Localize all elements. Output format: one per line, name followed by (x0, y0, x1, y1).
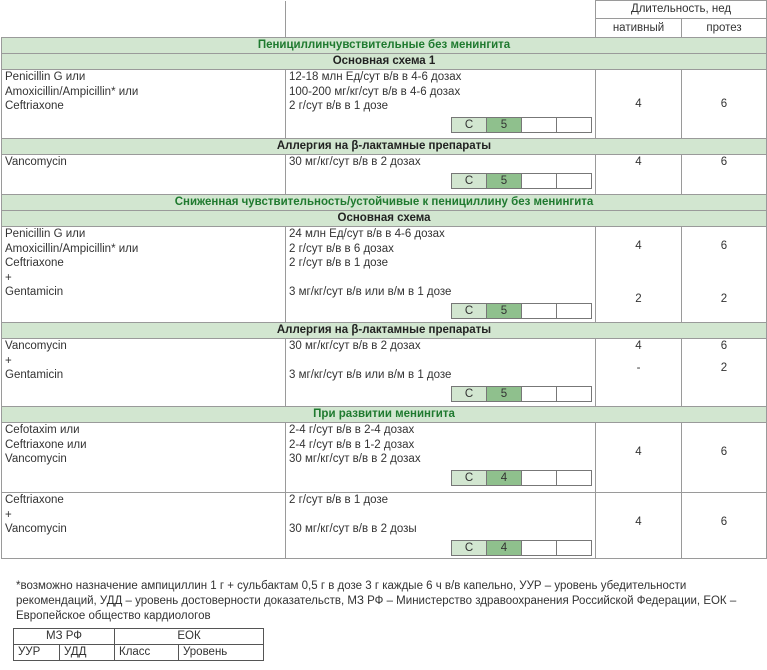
evidence-grade (451, 470, 592, 487)
grade-class: C (452, 303, 487, 319)
drug-name: Gentamicin (5, 369, 64, 381)
drug-name: Penicillin G или (5, 71, 86, 83)
empty-header-cell (2, 1, 286, 38)
prosthesis-weeks: 6 (720, 240, 728, 252)
grade-empty (522, 117, 557, 133)
drug-name: Gentamicin (5, 286, 64, 298)
grade-empty (557, 303, 592, 319)
evidence-grade (451, 540, 592, 557)
native-weeks: 4 (596, 493, 682, 559)
dose-text: 2-4 г/сут в/в в 1-2 дозах (289, 438, 415, 451)
prosthesis-header: протез (682, 19, 767, 38)
native-weeks-cell (596, 339, 682, 407)
dose-text: 100-200 мг/кг/сут в/в в 4-6 дозах (289, 85, 461, 98)
dose-text: 2 г/сут в/в в 1 дозе (289, 257, 388, 269)
native-weeks: 4 (596, 155, 682, 195)
legend-udd: УДД (60, 645, 115, 661)
drug-cell (2, 493, 286, 559)
grade-empty (522, 386, 557, 402)
native-weeks: 2 (635, 292, 642, 305)
grade-class: C (452, 540, 487, 556)
grade-empty (557, 386, 592, 402)
native-weeks: 4 (596, 423, 682, 493)
legend-uroven: Уровень (179, 645, 264, 661)
legend-table (13, 628, 264, 661)
dose-cell (286, 423, 596, 493)
native-weeks: - (636, 361, 641, 374)
drug-cell (2, 70, 286, 139)
dose-text: 30 мг/кг/сут в/в в 2 дозах (289, 156, 421, 168)
dose-text: 30 мг/кг/сут в/в в 2 дозах (289, 340, 421, 352)
evidence-grade (451, 173, 592, 190)
grade-empty (557, 540, 592, 556)
drug-name: Vancomycin (5, 453, 67, 465)
legend-uur: УУР (14, 645, 60, 661)
drug-name: Cefotaxim или (5, 424, 80, 436)
prosthesis-weeks-cell (682, 227, 767, 323)
dose-cell (286, 493, 596, 559)
dose-text: 30 мг/кг/сут в/в в 2 дозах (289, 453, 421, 465)
dose-text: 2 г/сут в/в в 1 дозе (289, 100, 388, 112)
drug-name: Vancomycin (5, 523, 67, 535)
grade-level: 5 (487, 173, 522, 189)
grade-empty (557, 470, 592, 486)
prosthesis-weeks: 6 (682, 70, 767, 139)
dose-text: 3 мг/кг/сут в/в или в/м в 1 дозе (289, 369, 452, 381)
drug-name: Amoxicillin/Ampicillin* или (5, 85, 139, 98)
grade-class: C (452, 470, 487, 486)
prosthesis-weeks: 6 (682, 493, 767, 559)
grade-empty (557, 117, 592, 133)
drug-cell (2, 339, 286, 407)
grade-level: 4 (487, 540, 522, 556)
native-weeks: 4 (596, 70, 682, 139)
grade-class: C (452, 173, 487, 189)
prosthesis-weeks: 2 (720, 361, 728, 374)
grade-empty (522, 470, 557, 486)
dose-text: 24 млн Ед/сут в/в в 4-6 дозах (289, 228, 445, 240)
dose-cell (286, 227, 596, 323)
drug-name: Ceftriaxone (5, 257, 64, 269)
dose-cell (286, 339, 596, 407)
legend-eok: ЕОК (115, 629, 264, 645)
drug-name: Ceftriaxone или (5, 438, 87, 451)
prosthesis-weeks-cell (682, 339, 767, 407)
native-weeks: 4 (635, 340, 642, 352)
prosthesis-weeks: 2 (720, 292, 728, 305)
plus-sign: + (5, 354, 12, 367)
grade-level: 5 (487, 117, 522, 133)
allergy-title: Аллергия на β-лактамные препараты (2, 139, 767, 155)
legend-klass: Класс (115, 645, 179, 661)
empty-header-cell (286, 1, 596, 38)
plus-sign: + (5, 508, 12, 521)
dose-text: 2 г/сут в/в в 1 дозе (289, 494, 388, 506)
dose-text (289, 271, 592, 286)
grade-level: 5 (487, 386, 522, 402)
scheme-title: Основная схема (2, 211, 767, 227)
grade-level: 4 (487, 470, 522, 486)
grade-class: C (452, 386, 487, 402)
grade-empty (522, 540, 557, 556)
native-header: нативный (596, 19, 682, 38)
drug-name: Amoxicillin/Ampicillin* или (5, 242, 139, 255)
evidence-grade (451, 117, 592, 134)
dose-text (289, 508, 592, 523)
allergy-title: Аллергия на β-лактамные препараты (2, 323, 767, 339)
scheme-title: Основная схема 1 (2, 54, 767, 70)
drug-cell (2, 227, 286, 323)
drug-cell (2, 155, 286, 195)
drug-name: Vancomycin (5, 340, 67, 352)
section-title: Пенициллинчувствительные без менингита (2, 38, 767, 54)
evidence-grade (451, 303, 592, 320)
dose-text: 12-18 млн Ед/сут в/в в 4-6 дозах (289, 71, 462, 83)
dose-text (289, 354, 592, 369)
dose-cell (286, 155, 596, 195)
grade-empty (557, 173, 592, 189)
antibiotic-regimen-table (1, 0, 767, 559)
drug-name: Ceftriaxone (5, 494, 64, 506)
grade-empty (522, 173, 557, 189)
duration-header: Длительность, нед (596, 1, 767, 19)
dose-text: 3 мг/кг/сут в/в или в/м в 1 дозе (289, 286, 452, 298)
dose-cell (286, 70, 596, 139)
footnote: *возможно назначение ампициллин 1 г + сульбактам 0,5 г в дозе 3 г каждые 6 ч в/в капельно, УУР – уровень убедительности рекомендаций, УДД – уровень достоверности доказательств, МЗ РФ – Министерство здравоохранения Российской Федерации, ЕОК – Европейское общество кардиологов (16, 580, 737, 622)
drug-name: Vancomycin (5, 156, 67, 168)
dose-text: 30 мг/кг/сут в/в в 2 дозы (289, 523, 417, 535)
grade-level: 5 (487, 303, 522, 319)
native-weeks-cell (596, 227, 682, 323)
drug-name: Ceftriaxone (5, 100, 64, 112)
native-weeks: 4 (635, 240, 642, 252)
plus-sign: + (5, 271, 12, 284)
section-title: При развитии менингита (2, 407, 767, 423)
prosthesis-weeks: 6 (682, 155, 767, 195)
prosthesis-weeks: 6 (682, 423, 767, 493)
drug-cell (2, 423, 286, 493)
dose-text: 2-4 г/сут в/в в 2-4 дозах (289, 424, 415, 436)
prosthesis-weeks: 6 (720, 340, 728, 352)
evidence-grade (451, 386, 592, 403)
grade-empty (522, 303, 557, 319)
dose-text: 2 г/сут в/в в 6 дозах (289, 242, 394, 255)
grade-class: C (452, 117, 487, 133)
section-title: Сниженная чувствительность/устойчивые к пенициллину без менингита (2, 195, 767, 211)
drug-name: Penicillin G или (5, 228, 86, 240)
legend-mz: МЗ РФ (14, 629, 115, 645)
